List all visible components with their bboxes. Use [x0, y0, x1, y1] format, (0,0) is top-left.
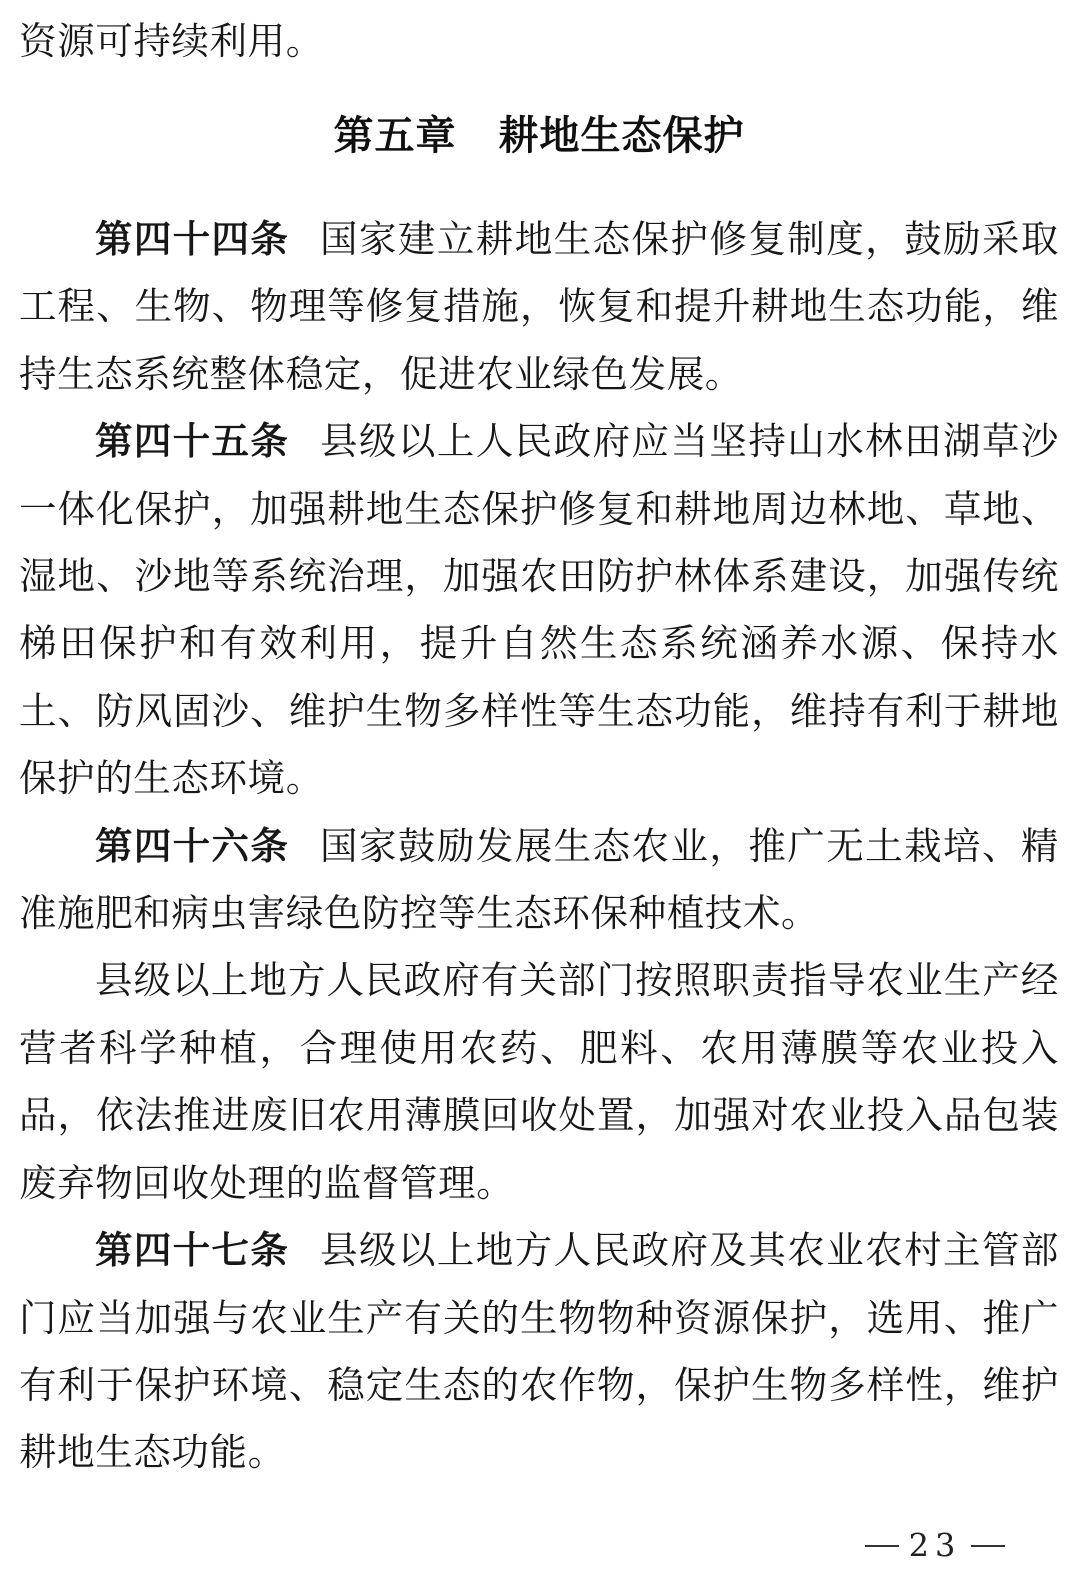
article-body: 国家鼓励发展生态农业，推广无土栽培、精准施肥和病虫害绿色防控等生态环保种植技术。: [19, 823, 1059, 936]
page-number: 23: [908, 1526, 962, 1565]
article-body: 国家建立耕地生态保护修复制度，鼓励采取工程、生物、物理等修复措施，恢复和提升耕地生态功能，维持生态系统整体稳定，促进农业绿色发展。: [19, 217, 1059, 396]
article-subparagraph: [19, 947, 1059, 1217]
article-number: 第四十七条: [95, 1228, 290, 1273]
article-number: 第四十六条: [95, 823, 290, 868]
chapter-title: 耕地生态保护: [498, 113, 745, 159]
article-body: 县级以上地方人民政府有关部门按照职责指导农业生产经营者科学种植，合理使用农药、肥料、农用薄膜等农业投入品，依法推进废旧农用薄膜回收处置，加强对农业投入品包装废弃物回收处理的监督管理。: [19, 958, 1059, 1205]
article-number: 第四十四条: [95, 217, 290, 261]
article-body: 县级以上地方人民政府及其农业农村主管部门应当加强与农业生产有关的生物物种资源保护，选用、推广有利于保护环境、稳定生态的农作物，保护生物多样性，维护耕地生态功能。: [19, 1228, 1059, 1475]
articles-block: [19, 206, 1059, 1487]
continuation-paragraph: 资源可持续利用。: [19, 19, 324, 63]
continuation-paragraph-block: [19, 8, 1059, 75]
article-paragraph: [19, 408, 1059, 812]
chapter-number: 第五章: [333, 113, 457, 159]
article-paragraph: [19, 206, 1059, 408]
article-number: 第四十五条: [95, 419, 290, 464]
chapter-heading-block: [19, 106, 1059, 166]
page-footer: [0, 1523, 1080, 1566]
article-paragraph: [19, 813, 1059, 948]
footer-left-dash-icon: [865, 1545, 899, 1547]
article-body: 县级以上人民政府应当坚持山水林田湖草沙一体化保护，加强耕地生态保护修复和耕地周边林地、草地、湿地、沙地等系统治理，加强农田防护林体系建设，加强传统梯田保护和有效利用，提升自然生态系统涵养水源、保持水土、防风固沙、维护生物多样性等生态功能，维持有利于耕地保护的生态环境。: [19, 419, 1059, 801]
chapter-heading: [19, 106, 1059, 166]
page-number-group: [855, 1523, 1016, 1566]
footer-right-dash-icon: [971, 1545, 1005, 1547]
article-paragraph: [19, 1217, 1059, 1487]
